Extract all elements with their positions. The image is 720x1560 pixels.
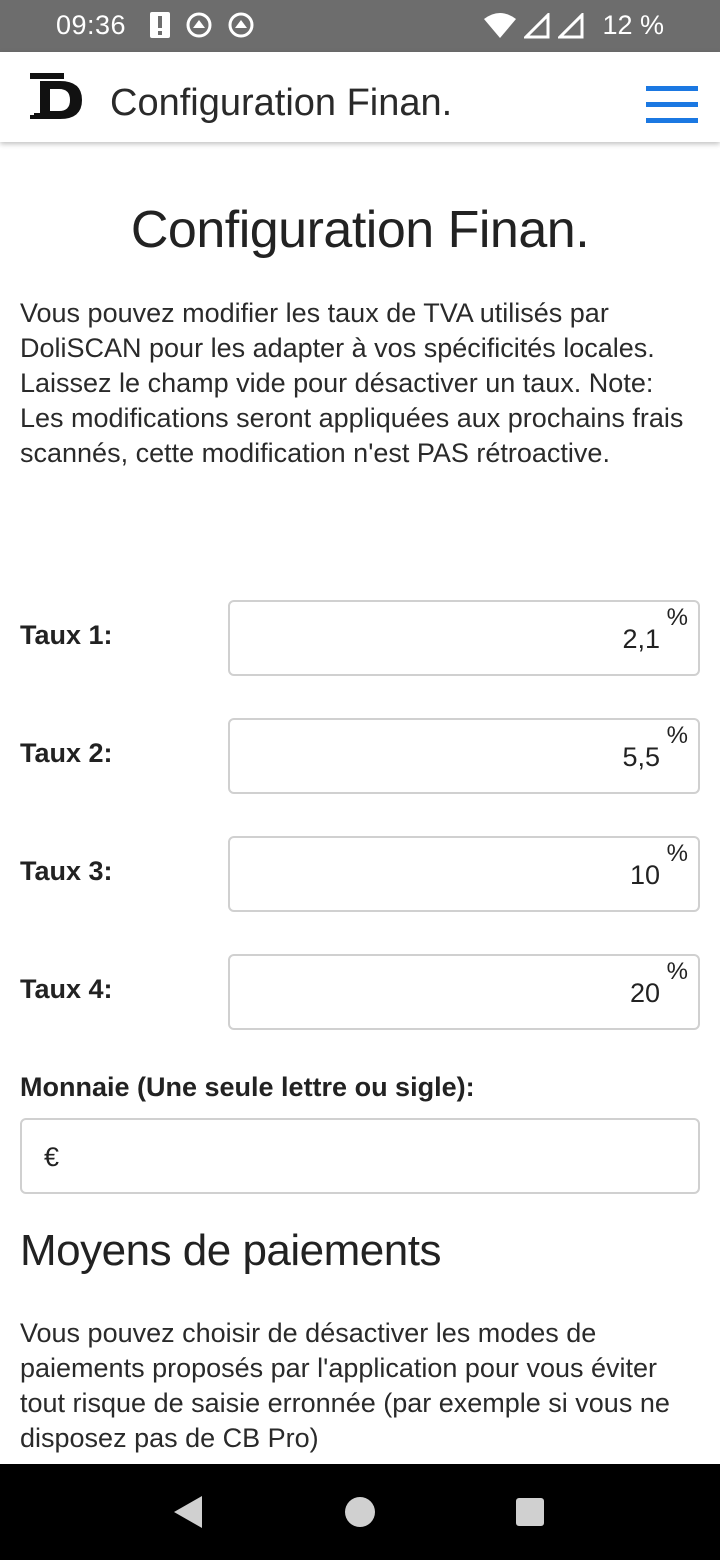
percent-unit: % [666,604,688,631]
currency-label: Monnaie (Une seule lettre ou sigle): [20,1072,475,1102]
home-icon[interactable] [342,1494,378,1530]
rate-row-3 [0,836,720,912]
currency-input[interactable] [20,1118,700,1194]
system-nav-bar [0,1464,720,1560]
rate-value: 20 [629,978,660,1008]
intro-text: Vous pouvez modifier les taux de TVA utilisés par DoliSCAN pour les adapter à vos spécificités locales. Laissez le champ vide pour désactiver un taux. Note: Les modifications seront appliquées aux prochains frais scannés, cette modification n'est PAS rétroactive. [20,298,684,468]
page-title: Configuration Finan. [130,201,590,259]
notification-icons [150,12,254,38]
rate-input-2[interactable] [228,718,700,794]
signal-icon [524,13,550,39]
wifi-icon [484,13,516,39]
app-title: Configuration Finan. [110,82,453,124]
rate-row-2 [0,718,720,794]
recent-apps-icon[interactable] [512,1494,548,1530]
rate-value: 2,1 [622,624,660,654]
rate-row-4 [0,954,720,1030]
percent-unit: % [666,722,688,749]
payments-section-title: Moyens de paiements [20,1226,441,1275]
rate-row-1 [0,600,720,676]
system-icons [484,10,664,41]
sync-icon [186,12,212,38]
signal-icon [558,13,584,39]
app-bar [0,52,720,142]
sync-icon [228,12,254,38]
rate-input-4[interactable] [228,954,700,1030]
rate-input-3[interactable] [228,836,700,912]
currency-value: € [44,1142,60,1172]
status-bar [0,0,720,52]
battery-level: 12 % [602,10,664,40]
back-icon[interactable] [170,1494,206,1530]
rate-label: Taux 1: [20,620,113,650]
rate-input-1[interactable] [228,600,700,676]
percent-unit: % [666,840,688,867]
hamburger-menu-icon[interactable] [646,86,698,124]
rate-value: 5,5 [622,742,660,772]
rate-value: 10 [629,860,660,890]
alert-icon [150,12,170,38]
status-time: 09:36 [56,10,127,40]
rate-label: Taux 2: [20,738,113,768]
percent-unit: % [666,958,688,985]
doliscan-logo [30,71,84,121]
rate-label: Taux 4: [20,974,113,1004]
rate-label: Taux 3: [20,856,113,886]
payments-description: Vous pouvez choisir de désactiver les modes de paiements proposés par l'application pour vous éviter tout risque de saisie erronnée (par exemple si vous ne disposez pas de CB Pro) [20,1318,670,1453]
settings-content [0,142,720,1464]
